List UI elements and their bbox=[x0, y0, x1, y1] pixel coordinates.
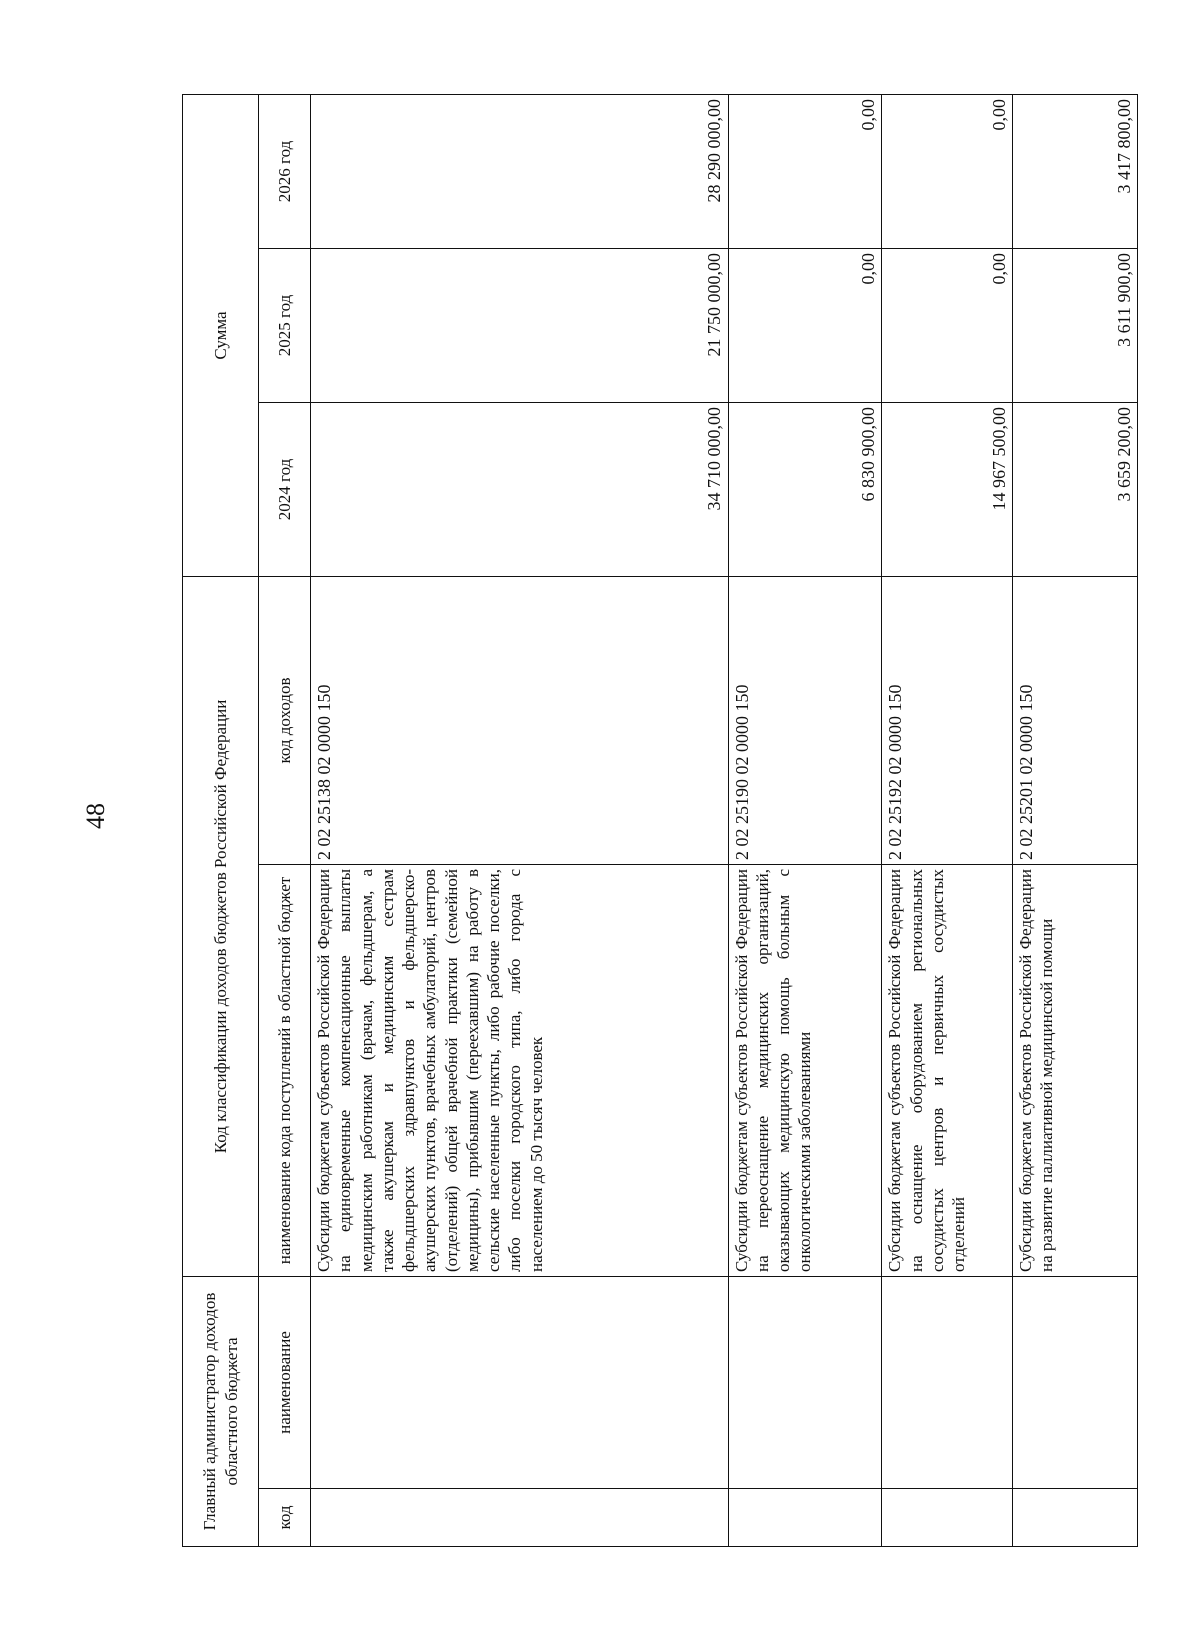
sum-2025-cell: 3 611 900,00 bbox=[1013, 248, 1138, 402]
col-code-header: код bbox=[259, 1489, 311, 1547]
admin-name-cell bbox=[1013, 1277, 1138, 1489]
income-name-cell: Субсидии бюджетам субъектов Российской Федерации на переоснащение медицинских организаций, оказывающих медицинскую помощь больным с онкологическими заболеваниями bbox=[728, 865, 882, 1277]
income-name-cell: Субсидии бюджетам субъектов Российской Федерации на единовременные компенсационные выплаты медицинским работникам (врачам, фельдшерам, а также акушеркам и медицинским сестрам фельдшерских здравпунктов и фельдшерско-акушерских пунктов, врачебных амбулаторий, центров (отделений) общей врачебной практики (семейной медицины), прибывшим (переехавшим) на работу в сельские населенные пункты, либо рабочие поселки, либо поселки городского типа, либо города с населением до 50 тысяч человек bbox=[311, 865, 729, 1277]
sum-2024-cell: 6 830 900,00 bbox=[728, 402, 882, 576]
admin-code-cell bbox=[728, 1489, 882, 1547]
admin-code-cell bbox=[1013, 1489, 1138, 1547]
table-row bbox=[728, 94, 882, 1546]
col-income-name-header: наименование кода поступлений в областной бюджет bbox=[259, 865, 311, 1277]
admin-name-cell bbox=[311, 1277, 729, 1489]
admin-name-cell bbox=[882, 1277, 1013, 1489]
sum-2025-cell: 0,00 bbox=[882, 248, 1013, 402]
income-code-cell: 2 02 25201 02 0000 150 bbox=[1013, 576, 1138, 864]
income-code-cell: 2 02 25138 02 0000 150 bbox=[311, 576, 729, 864]
sum-2026-cell: 0,00 bbox=[728, 94, 882, 248]
admin-code-cell bbox=[882, 1489, 1013, 1547]
table-row bbox=[1013, 94, 1138, 1546]
income-code-cell: 2 02 25192 02 0000 150 bbox=[882, 576, 1013, 864]
col-2026-header: 2026 год bbox=[259, 94, 311, 248]
sum-2024-cell: 3 659 200,00 bbox=[1013, 402, 1138, 576]
table-row bbox=[882, 94, 1013, 1546]
col-2024-header: 2024 год bbox=[259, 402, 311, 576]
sum-2026-cell: 0,00 bbox=[882, 94, 1013, 248]
income-code-cell: 2 02 25190 02 0000 150 bbox=[728, 576, 882, 864]
rotated-table-wrapper bbox=[182, 95, 1138, 1547]
col-2025-header: 2025 год bbox=[259, 248, 311, 402]
sum-2026-cell: 3 417 800,00 bbox=[1013, 94, 1138, 248]
sum-2026-cell: 28 290 000,00 bbox=[311, 94, 729, 248]
sum-2025-cell: 21 750 000,00 bbox=[311, 248, 729, 402]
income-name-cell: Субсидии бюджетам субъектов Российской Федерации на оснащение оборудованием региональных сосудистых центров и первичных сосудистых отделений bbox=[882, 865, 1013, 1277]
income-name-cell: Субсидии бюджетам субъектов Российской Федерации на развитие паллиативной медицинской помощи bbox=[1013, 865, 1138, 1277]
classification-group-header: Код классификации доходов бюджетов Российской Федерации bbox=[183, 576, 259, 1276]
sum-2024-cell: 34 710 000,00 bbox=[311, 402, 729, 576]
col-income-code-header: код доходов bbox=[259, 576, 311, 864]
table-row bbox=[311, 94, 729, 1546]
admin-group-header: Главный администратор доходов областного бюджета bbox=[183, 1277, 259, 1547]
admin-code-cell bbox=[311, 1489, 729, 1547]
col-name-header: наименование bbox=[259, 1277, 311, 1489]
header-row-columns bbox=[259, 94, 311, 1546]
revenue-table bbox=[182, 94, 1138, 1547]
document-sheet bbox=[182, 95, 1138, 1547]
sum-2025-cell: 0,00 bbox=[728, 248, 882, 402]
admin-name-cell bbox=[728, 1277, 882, 1489]
header-row-group bbox=[183, 94, 259, 1546]
sum-group-header: Сумма bbox=[183, 94, 259, 576]
page-number: 48 bbox=[81, 803, 110, 829]
sum-2024-cell: 14 967 500,00 bbox=[882, 402, 1013, 576]
